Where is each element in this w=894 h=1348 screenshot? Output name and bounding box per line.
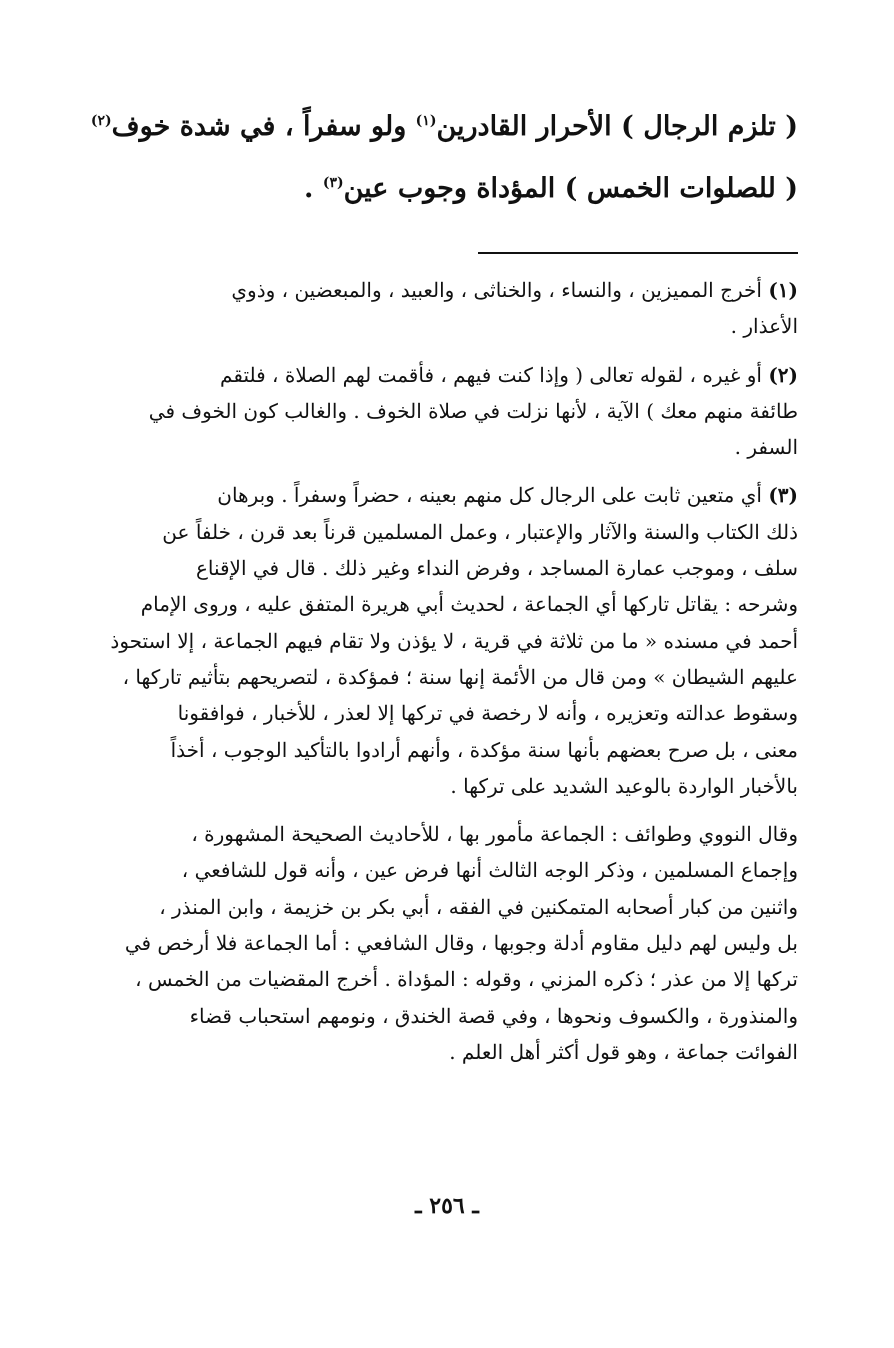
footnote-marker: (٢) xyxy=(90,113,112,129)
footnote-line: عليهم الشيطان » ومن قال من الأئمة إنها سنة ؛ فمؤكدة ، لتصريحهم بتأثيم تاركها ، xyxy=(122,664,798,689)
footnote-line: تركها إلا من عذر ؛ ذكره المزني ، وقوله : المؤداة . أخرج المقضيات من الخمس ، xyxy=(135,967,798,992)
footnote-line: وإجماع المسلمين ، وذكر الوجه الثالث أنها فرض عين ، وأنه قول للشافعي ، xyxy=(181,858,798,883)
main-text-line: ( تلزم الرجال ) الأحرار القادرين$^{(١)}$ ولو سفراً ، في شدة خوف$^{(٢)}$ xyxy=(90,111,798,142)
footnote-line: سلف ، وموجب عمارة المساجد ، وفرض النداء وغير ذلك . قال في الإقناع xyxy=(195,556,798,581)
footnote-line: أحمد في مسنده « ما من ثلاثة في قرية ، لا يؤذن ولا تقام فيهم الجماعة ، إلا استحوذ xyxy=(110,628,798,653)
footnote-line: بل وليس لهم دليل مقاوم أدلة وجوبها ، وقال الشافعي : أما الجماعة فلا أرخص في xyxy=(124,931,798,956)
footnote-line: والمنذورة ، والكسوف ونحوها ، وفي قصة الخندق ، ونومهم استحباب قضاء xyxy=(189,1003,798,1028)
footnote-line: طائفة منهم معك ) الآية ، لأنها نزلت في صلاة الخوف . والغالب كون الخوف في xyxy=(148,398,798,423)
footnote-label: (٣) xyxy=(768,483,798,508)
footnote-line: الفوائت جماعة ، وهو قول أكثر أهل العلم . xyxy=(449,1039,798,1064)
footnote-1 xyxy=(98,272,798,345)
footnote-line: (٣) أي متعين ثابت على الرجال كل منهم بعينه ، حضراً وسفراً . وبرهان xyxy=(217,483,798,508)
footnote-line: ذلك الكتاب والسنة والآثار والإعتبار ، وعمل المسلمين قرناً بعد قرن ، خلفاً عن xyxy=(162,519,798,544)
footnote-line: السفر . xyxy=(734,435,798,460)
footnotes xyxy=(98,272,798,1082)
footnote-label: (٢) xyxy=(768,362,798,387)
footnote-line: وقال النووي وطوائف : الجماعة مأمور بها ، للأحاديث الصحيحة المشهورة ، xyxy=(191,822,798,847)
footnote-line: معنى ، بل صرح بعضهم بأنها سنة مؤكدة ، وأنهم أرادوا بالتأكيد الوجوب ، أخذاً xyxy=(170,737,798,762)
footnote-line: (١) أخرج المميزين ، والنساء ، والخناثى ، والعبيد ، والمبعضين ، وذوي xyxy=(231,278,798,302)
footnote-line: وسقوط عدالته وتعزيره ، وأنه لا رخصة في تركها إلا لعذر ، للأخبار ، فوافقونا xyxy=(177,701,798,726)
footnote-3-continuation xyxy=(98,816,798,1070)
footnote-line: بالأخبار الواردة بالوعيد الشديد على تركها . xyxy=(450,773,798,798)
footnote-line: الأعذار . xyxy=(730,314,798,339)
footnote-line: (٢) أو غيره ، لقوله تعالى ( وإذا كنت فيهم ، فأقمت لهم الصلاة ، فلتقم xyxy=(220,362,798,387)
footnote-label: (١) xyxy=(768,278,798,302)
footnote-line: واثنين من كبار أصحابه المتمكنين في الفقه ، أبي بكر بن خزيمة ، وابن المنذر ، xyxy=(159,894,798,919)
footnote-marker: (١) xyxy=(415,113,437,129)
footnote-line: وشرحه : يقاتل تاركها أي الجماعة ، لحديث أبي هريرة المتفق عليه ، وروى الإمام xyxy=(140,592,798,617)
footnote-divider xyxy=(478,252,798,254)
footnote-2 xyxy=(98,357,798,466)
footnote-marker: (٣) xyxy=(322,175,344,191)
main-text xyxy=(78,96,798,220)
main-text-line: ( للصلوات الخمس ) المؤداة وجوب عين$^{(٣)}$ . xyxy=(304,173,798,204)
footnote-3 xyxy=(98,477,798,804)
page-number: ـ ٢٥٦ ـ xyxy=(415,1193,479,1219)
